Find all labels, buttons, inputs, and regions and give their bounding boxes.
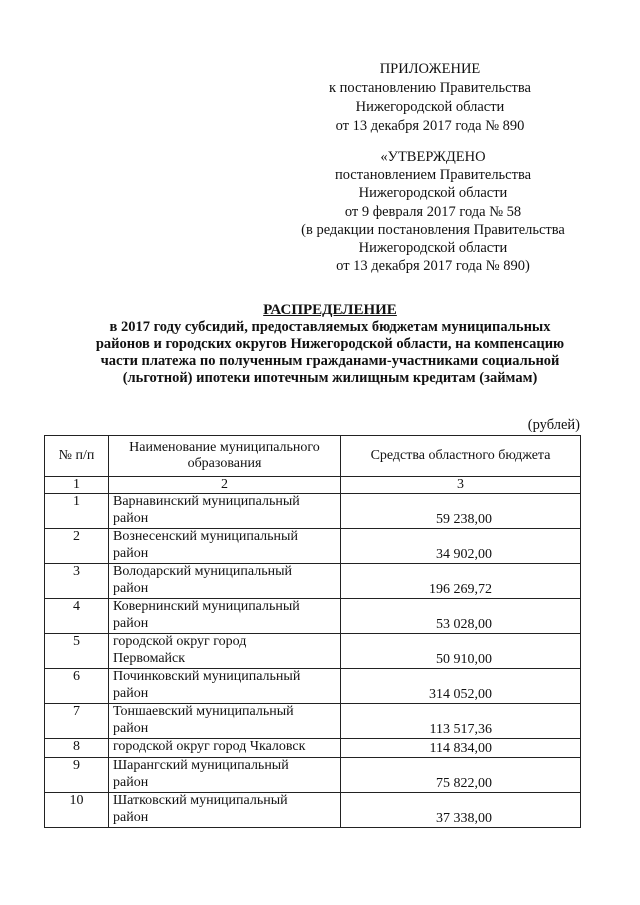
approval-line: (в редакции постановления Правительства	[301, 221, 565, 238]
table-row	[45, 758, 581, 793]
approval-date: от 13 декабря 2017 года № 890)	[336, 258, 530, 275]
municipality-name: городской округ город Чкаловск	[113, 739, 306, 754]
row-number: 6	[45, 669, 109, 704]
budget-amount: 114 834,00	[341, 739, 581, 758]
table-row	[45, 564, 581, 599]
municipality-name: Шарангский муниципальный	[113, 758, 289, 773]
approval-date: от 9 февраля 2017 года № 58	[344, 203, 522, 220]
table-row	[45, 704, 581, 739]
annex-block	[300, 60, 560, 136]
approval-line: Нижегородской области	[358, 185, 508, 202]
municipality-name: район	[113, 774, 149, 790]
approval-title: «УТВЕРЖДЕНО	[380, 149, 486, 165]
table-header-row	[45, 436, 581, 477]
table-row	[45, 599, 581, 634]
budget-amount: 113 517,36	[341, 704, 581, 739]
table-row	[45, 634, 581, 669]
title-line: районов и городских округов Нижегородской области, на компенсацию	[95, 336, 565, 352]
row-number: 2	[45, 529, 109, 564]
municipality-cell	[109, 793, 341, 828]
column-index: 3	[341, 477, 581, 494]
table-row	[45, 494, 581, 529]
annex-line: к постановлению Правительства	[329, 80, 531, 96]
row-number: 8	[45, 739, 109, 758]
municipality-name: район	[113, 720, 149, 736]
table-row	[45, 793, 581, 828]
row-number: 7	[45, 704, 109, 739]
annex-line: Нижегородской области	[355, 99, 505, 115]
row-number: 4	[45, 599, 109, 634]
title-line: в 2017 году субсидий, предоставляемых бюджетам муниципальных	[109, 319, 551, 335]
table-row	[45, 739, 581, 758]
row-number: 9	[45, 758, 109, 793]
budget-amount: 314 052,00	[341, 669, 581, 704]
municipality-name: район	[113, 685, 149, 701]
subsidy-table	[44, 435, 581, 828]
approval-line: постановлением Правительства	[334, 167, 532, 184]
budget-amount: 50 910,00	[341, 634, 581, 669]
row-number: 1	[45, 494, 109, 529]
municipality-name: Шатковский муниципальный	[113, 793, 288, 808]
column-index: 1	[45, 477, 109, 494]
column-index-row	[45, 477, 581, 494]
municipality-name: Ковернинский муниципальный	[113, 599, 300, 614]
municipality-cell	[109, 739, 341, 758]
municipality-cell	[109, 704, 341, 739]
header-municipality: Наименование муниципального образования	[109, 436, 341, 477]
municipality-cell	[109, 669, 341, 704]
table-row	[45, 529, 581, 564]
municipality-cell	[109, 758, 341, 793]
approval-line: Нижегородской области	[358, 240, 508, 257]
municipality-cell	[109, 599, 341, 634]
annex-date: от 13 декабря 2017 года № 890	[335, 118, 525, 134]
column-index: 2	[109, 477, 341, 494]
municipality-name: Володарский муниципальный	[113, 564, 292, 579]
budget-amount: 59 238,00	[341, 494, 581, 529]
municipality-name: Варнавинский муниципальный	[113, 494, 300, 509]
municipality-cell	[109, 529, 341, 564]
municipality-name: Первомайск	[113, 650, 186, 666]
budget-amount: 37 338,00	[341, 793, 581, 828]
municipality-cell	[109, 494, 341, 529]
municipality-name: Тоншаевский муниципальный	[113, 704, 294, 719]
municipality-name: район	[113, 580, 149, 596]
budget-amount: 75 822,00	[341, 758, 581, 793]
annex-title: ПРИЛОЖЕНИЕ	[379, 61, 481, 77]
budget-amount: 34 902,00	[341, 529, 581, 564]
approval-block	[288, 148, 578, 275]
header-budget: Средства областного бюджета	[341, 436, 581, 477]
municipality-name: район	[113, 545, 149, 561]
municipality-name: район	[113, 615, 149, 631]
title-heading: РАСПРЕДЕЛЕНИЕ	[263, 302, 397, 318]
municipality-name: район	[113, 510, 149, 526]
header-number: № п/п	[45, 436, 109, 477]
municipality-name: городской округ город	[113, 634, 247, 649]
municipality-name: Вознесенский муниципальный	[113, 529, 298, 544]
title-line: (льготной) ипотеки ипотечным жилищным кредитам (займам)	[122, 370, 538, 386]
document-title	[40, 302, 620, 387]
table-row	[45, 669, 581, 704]
row-number: 3	[45, 564, 109, 599]
budget-amount: 53 028,00	[341, 599, 581, 634]
currency-unit: (рублей)	[527, 417, 580, 433]
municipality-cell	[109, 564, 341, 599]
municipality-name: район	[113, 809, 149, 825]
row-number: 5	[45, 634, 109, 669]
municipality-cell	[109, 634, 341, 669]
budget-amount: 196 269,72	[341, 564, 581, 599]
municipality-name: Починковский муниципальный	[113, 669, 301, 684]
title-line: части платежа по полученным гражданами-участниками социальной	[100, 353, 560, 369]
row-number: 10	[45, 793, 109, 828]
